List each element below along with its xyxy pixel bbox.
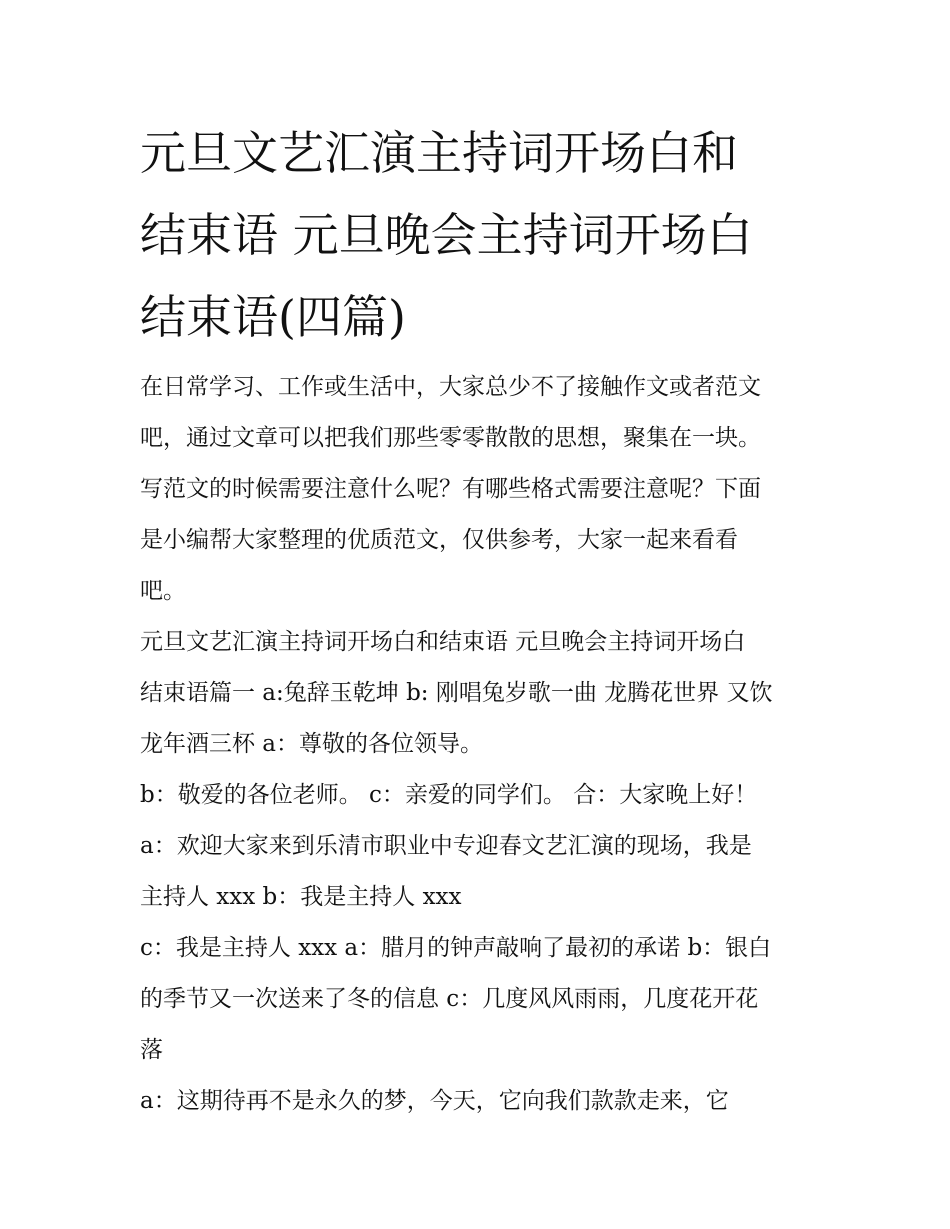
- text-line: a：这期待再不是永久的梦，今天，它向我们款款走来，它: [140, 1088, 729, 1114]
- title-line: 结束语(四篇): [140, 290, 406, 344]
- text-line: 主持人 xxx b：我是主持人 xxx: [140, 884, 462, 910]
- title-line: 结束语 元旦晚会主持词开场白: [140, 208, 753, 262]
- body-paragraph: [140, 1076, 820, 1127]
- text-line: a：欢迎大家来到乐清市职业中专迎春文艺汇演的现场，我是: [140, 833, 752, 859]
- text-line: 吧。: [140, 578, 186, 604]
- body-paragraph: [140, 770, 820, 821]
- body-paragraph: [140, 821, 820, 923]
- text-line: 吧，通过文章可以把我们那些零零散散的思想，聚集在一块。: [140, 425, 761, 451]
- text-line: 落: [140, 1037, 163, 1063]
- text-line: 是小编帮大家整理的优质范文，仅供参考，大家一起来看看: [140, 527, 738, 553]
- text-line: 元旦文艺汇演主持词开场白和结束语 元旦晚会主持词开场白: [140, 629, 746, 655]
- intro-paragraph: [140, 362, 820, 617]
- text-line: 龙年酒三杯 a：尊敬的各位领导。: [140, 731, 484, 757]
- text-line: b：敬爱的各位老师。 c：亲爱的同学们。 合：大家晚上好！: [140, 782, 758, 808]
- text-line: 写范文的时候需要注意什么呢？有哪些格式需要注意呢？下面: [140, 476, 761, 502]
- body-paragraph: [140, 923, 820, 1076]
- body-paragraph: [140, 617, 820, 770]
- text-line: 在日常学习、工作或生活中，大家总少不了接触作文或者范文: [140, 374, 761, 400]
- text-line: 结束语篇一 a:兔辞玉乾坤 b: 刚唱兔岁歌一曲 龙腾花世界 又饮: [140, 680, 773, 706]
- text-line: 的季节又一次送来了冬的信息 c：几度风风雨雨，几度花开花: [140, 986, 759, 1012]
- text-line: c：我是主持人 xxx a：腊月的钟声敲响了最初的承诺 b：银白: [140, 935, 772, 961]
- document-content: [140, 112, 820, 1127]
- title-line: 元旦文艺汇演主持词开场白和: [140, 126, 738, 180]
- document-title: [140, 112, 820, 358]
